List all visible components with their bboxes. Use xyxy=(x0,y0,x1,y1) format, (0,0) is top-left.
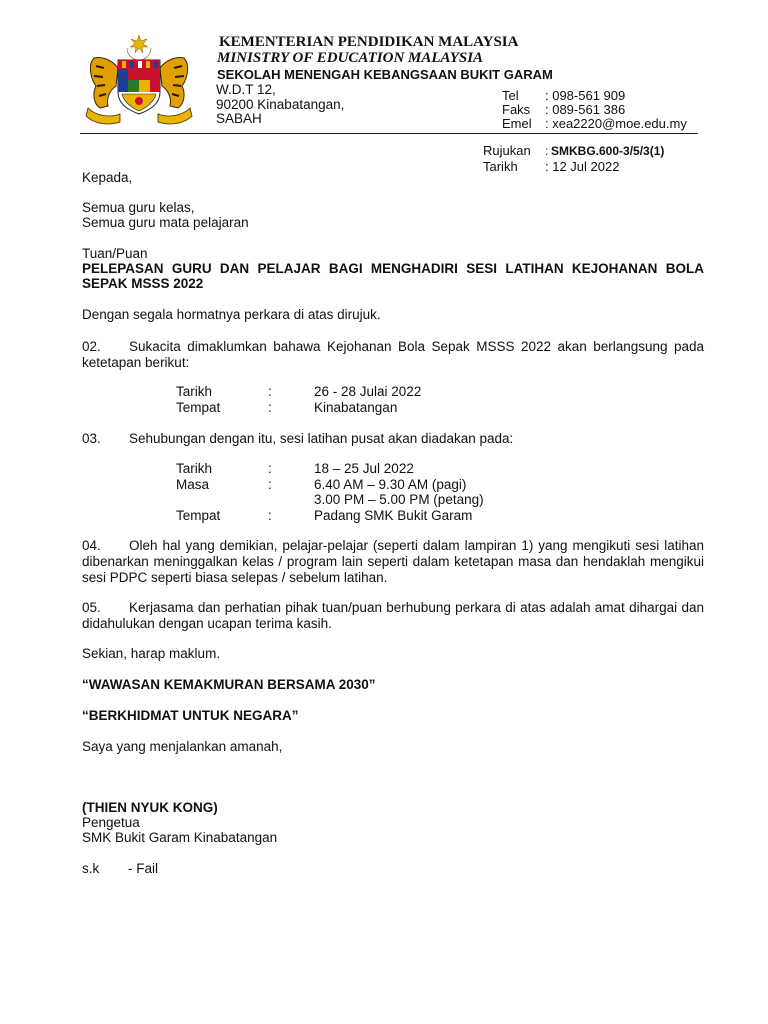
detail-value: Padang SMK Bukit Garam xyxy=(314,508,473,523)
detail-colon: : xyxy=(268,508,272,523)
signoff-line: Saya yang menjalankan amanah, xyxy=(82,739,283,754)
paragraph-number: 04. xyxy=(82,538,101,553)
detail-value: 6.40 AM – 9.30 AM (pagi) xyxy=(314,477,467,492)
detail-colon: : xyxy=(268,400,272,415)
signatory-title: Pengetua xyxy=(82,815,140,830)
detail-colon: : xyxy=(268,477,272,492)
school-name: SEKOLAH MENENGAH KEBANGSAAN BUKIT GARAM xyxy=(217,67,553,82)
detail-value: Kinabatangan xyxy=(314,400,398,415)
slogan: “BERKHIDMAT UNTUK NEGARA” xyxy=(82,708,299,723)
malaysia-coat-of-arms-icon xyxy=(80,34,198,126)
closing-line: Sekian, harap maklum. xyxy=(82,646,221,661)
cc-label: s.k xyxy=(82,861,100,876)
slogan: “WAWASAN KEMAKMURAN BERSAMA 2030” xyxy=(82,677,376,692)
detail-label: Tempat xyxy=(176,400,221,415)
contact-label: Emel xyxy=(502,116,532,131)
address-line: SABAH xyxy=(216,111,262,126)
salutation: Tuan/Puan xyxy=(82,246,148,261)
paragraph-number: 03. xyxy=(82,431,101,446)
reference-colon: : xyxy=(545,144,549,158)
detail-value: 18 – 25 Jul 2022 xyxy=(314,461,414,476)
paragraph-number: 05. xyxy=(82,600,101,615)
recipient-to: Kepada, xyxy=(82,170,133,185)
date-value: : 12 Jul 2022 xyxy=(545,159,620,174)
ministry-name-english: MINISTRY OF EDUCATION MALAYSIA xyxy=(217,50,484,66)
signatory-name: (THIEN NYUK KONG) xyxy=(82,800,218,815)
contact-value: : xea2220@moe.edu.my xyxy=(545,116,687,131)
paragraph-03: Sehubungan dengan itu, sesi latihan pusat akan diadakan pada: xyxy=(129,431,514,446)
letterhead-divider xyxy=(80,133,698,134)
paragraph-04: Oleh hal yang demikian, pelajar-pelajar (seperti dalam lampiran 1) yang mengikuti sesi latihan dibenarkan meninggalkan kelas / program lain seperti dalam ketetapan masa dan hendaklah mengikui sesi PDPC seperti biasa selepas / sebelum latihan. xyxy=(82,538,704,585)
subject-heading: PELEPASAN GURU DAN PELAJAR BAGI MENGHADIRI SESI LATIHAN KEJOHANAN BOLA SEPAK MSSS 2022 xyxy=(82,261,704,291)
paragraph-number: 02. xyxy=(82,339,101,354)
paragraph-05: Kerjasama dan perhatian pihak tuan/puan berhubung perkara di atas adalah amat dihargai dan didahulukan dengan ucapan terima kasih. xyxy=(82,600,704,631)
detail-label: Tarikh xyxy=(176,461,213,476)
reference-label: Rujukan xyxy=(483,143,531,158)
detail-label: Masa xyxy=(176,477,210,492)
address-line: 90200 Kinabatangan, xyxy=(216,97,345,112)
date-label: Tarikh xyxy=(483,159,518,174)
detail-colon: : xyxy=(268,461,272,476)
recipient-line: Semua guru mata pelajaran xyxy=(82,215,249,230)
detail-label: Tempat xyxy=(176,508,221,523)
contact-value: : 098-561 909 xyxy=(545,88,626,103)
detail-value: 26 - 28 Julai 2022 xyxy=(314,384,422,399)
reference-number: SMKBG.600-3/5/3(1) xyxy=(551,144,665,158)
signatory-org: SMK Bukit Garam Kinabatangan xyxy=(82,830,278,845)
address-line: W.D.T 12, xyxy=(216,82,276,97)
recipient-line: Semua guru kelas, xyxy=(82,200,195,215)
opening-line: Dengan segala hormatnya perkara di atas dirujuk. xyxy=(82,307,381,322)
ministry-name-malay: KEMENTERIAN PENDIDIKAN MALAYSIA xyxy=(219,34,519,50)
detail-colon: : xyxy=(268,384,272,399)
cc-value: - Fail xyxy=(128,861,158,876)
detail-value: 3.00 PM – 5.00 PM (petang) xyxy=(314,492,484,507)
detail-label: Tarikh xyxy=(176,384,213,399)
contact-label: Tel xyxy=(502,88,519,103)
contact-value: : 089-561 386 xyxy=(545,102,626,117)
contact-label: Faks xyxy=(502,102,531,117)
paragraph-02: Sukacita dimaklumkan bahawa Kejohanan Bola Sepak MSSS 2022 akan berlangsung pada ketetapan berikut: xyxy=(82,339,704,370)
